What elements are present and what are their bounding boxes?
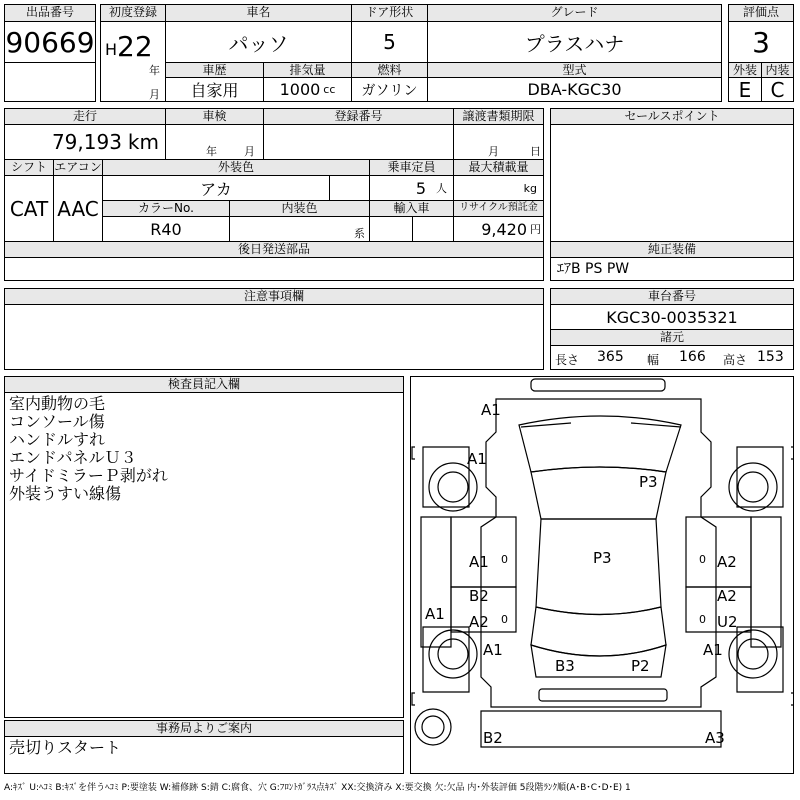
shift-header: シフト — [4, 159, 54, 176]
rear-bumper-outline — [539, 689, 667, 701]
mileage: 79,193 — [51, 130, 122, 154]
transfer-deadline-header: 譲渡書類期限 — [453, 108, 544, 125]
left-rear-wheel-outline — [429, 630, 477, 678]
door-type-header: ドア形状 — [351, 4, 428, 22]
mark-rear-bumper-right: A3 — [705, 729, 725, 747]
fuel: ガソリン — [351, 77, 428, 102]
inspection-cell — [165, 124, 264, 160]
displacement-unit: cc — [323, 83, 336, 96]
mark-left-rear-quarter: A1 — [483, 641, 503, 659]
displacement-cell — [263, 77, 352, 102]
width-label: 幅 — [647, 353, 660, 367]
recycle-fee: 9,420 — [481, 219, 527, 239]
transfer-deadline-cell — [453, 124, 544, 160]
mark-rear-right: P2 — [631, 657, 650, 675]
grade-header: グレード — [427, 4, 722, 22]
capacity-header: 乗車定員 — [369, 159, 454, 176]
month-unit: 月 — [149, 88, 160, 101]
mark-rear-left: B3 — [555, 657, 575, 675]
door-type: 5 — [351, 21, 428, 63]
caution-header: 注意事項欄 — [4, 288, 544, 305]
history-header: 車歴 — [165, 62, 264, 78]
color-number: R40 — [102, 216, 230, 242]
max-load-unit: kg — [523, 181, 537, 195]
exterior-grade-header: 外装 — [728, 62, 762, 78]
zero-mark-right-rear: 0 — [699, 613, 706, 626]
exterior-color: アカ — [102, 175, 330, 201]
front-bumper-outline — [531, 379, 665, 391]
damage-diagram — [410, 376, 794, 774]
sales-point-header: セールスポイント — [550, 108, 794, 125]
import-cell-a — [369, 216, 413, 242]
right-front-wheel-outline — [729, 463, 777, 511]
transfer-month-unit: 月 — [488, 145, 499, 158]
inspection-header: 車検 — [165, 108, 264, 125]
lot-number: 90669 — [4, 21, 96, 63]
legend: A:ｷｽﾞ U:ﾍｺﾐ B:ｷｽﾞを伴うﾍｺﾐ P:要塗装 W:補修跡 S:錆 C:腐食、穴 G:ﾌﾛﾝﾄｶﾞﾗｽ点ｷｽﾞ XX:交換済み X:要交換 欠:欠品 内･外装評価 5段階ﾗﾝｸ順(A･B･C･D･E) 1 — [4, 783, 631, 793]
mark-cabin: P3 — [593, 549, 612, 567]
mark-roof: P3 — [639, 473, 658, 491]
zero-mark-left-front: 0 — [501, 553, 508, 566]
mileage-unit: km — [127, 130, 159, 154]
registration-number-header: 登録番号 — [263, 108, 454, 125]
zero-mark-left-rear: 0 — [501, 613, 508, 626]
mark-right-front-door: A2 — [717, 553, 737, 571]
length-value: 365 — [597, 349, 624, 365]
left-front-fender-outline — [423, 447, 469, 507]
inspector-notes: 室内動物の毛 コンソール傷 ハンドルすれ エンドパネルＵ３ サイドミラーＰ剥がれ 外装うすい線傷 — [4, 392, 404, 718]
shift: CAT — [4, 175, 54, 242]
import-header: 輸入車 — [369, 200, 454, 217]
mark-front-bumper: A1 — [481, 401, 501, 419]
car-diagram-svg — [411, 377, 794, 774]
registration-number — [263, 124, 454, 160]
mark-right-rear-door-a: A2 — [717, 587, 737, 605]
capacity-cell — [369, 175, 454, 201]
interior-color-cell — [229, 216, 370, 242]
dimensions-header: 諸元 — [550, 329, 794, 346]
zero-mark-right-front: 0 — [699, 553, 706, 566]
mark-right-rear-quarter: A1 — [703, 641, 723, 659]
right-front-door-outline — [686, 517, 751, 587]
import-cell-b — [412, 216, 454, 242]
diagram-marks — [425, 401, 738, 747]
model-header: 型式 — [427, 62, 722, 78]
mark-left-rear-door-b: B2 — [469, 587, 489, 605]
mileage-cell — [4, 124, 166, 160]
grade: プラスハナ — [427, 21, 722, 63]
office-header: 事務局よりご案内 — [4, 720, 404, 737]
interior-grade: C — [761, 77, 794, 102]
chassis-number: KGC30-0035321 — [550, 304, 794, 330]
exterior-color-extra — [329, 175, 370, 201]
mark-left-rear-door-a: A2 — [469, 613, 489, 631]
windshield-outline — [519, 416, 681, 472]
first-registration-header: 初度登録 — [100, 4, 166, 22]
equipment-header: 純正装備 — [550, 241, 794, 258]
dimensions-row — [550, 345, 794, 370]
inspection-year-unit: 年 — [206, 145, 217, 158]
right-front-fender-outline — [737, 447, 783, 507]
width-value: 166 — [679, 349, 706, 365]
mark-right-rear-door-u: U2 — [717, 613, 738, 631]
length-label: 長さ — [555, 353, 580, 367]
model-code: DBA-KGC30 — [427, 77, 722, 102]
registration-year: 22 — [117, 30, 153, 63]
height-value: 153 — [757, 349, 784, 365]
max-load-header: 最大積載量 — [453, 159, 544, 176]
displacement-header: 排気量 — [263, 62, 352, 78]
lot-blank — [4, 62, 96, 102]
sales-point — [550, 124, 794, 242]
inspector-header: 検査員記入欄 — [4, 376, 404, 393]
rear-window-outline — [531, 607, 666, 656]
max-load-cell — [453, 175, 544, 201]
aircon-header: エアコン — [54, 160, 102, 174]
interior-color-header: 内装色 — [229, 200, 370, 217]
aircon: AAC — [53, 175, 103, 242]
car-name-header: 車名 — [165, 4, 352, 22]
later-parts-header: 後日発送部品 — [4, 241, 544, 258]
score-header: 評価点 — [728, 4, 794, 22]
score: 3 — [728, 21, 794, 63]
height-label: 高さ — [723, 353, 748, 367]
office-notes: 売切りスタート — [4, 736, 404, 774]
chassis-header: 車台番号 — [550, 288, 794, 305]
mileage-header: 走行 — [4, 108, 166, 125]
year-unit: 年 — [149, 64, 160, 77]
color-number-header: カラーNo. — [102, 200, 230, 217]
recycle-header: リサイクル預託金 — [453, 200, 544, 217]
car-name: パッソ — [165, 21, 352, 63]
inspection-month-unit: 月 — [244, 145, 255, 158]
left-front-door-outline — [451, 517, 516, 587]
fuel-header: 燃料 — [351, 62, 428, 78]
recycle-unit: 円 — [530, 223, 541, 236]
spare-tire-outline — [415, 709, 451, 745]
displacement: 1000 — [279, 80, 321, 99]
mark-rear-bumper-left: B2 — [483, 729, 503, 747]
interior-color-unit: 系 — [354, 227, 365, 240]
mark-left-fender: A1 — [425, 605, 445, 623]
right-rear-wheel-outline — [729, 630, 777, 678]
interior-grade-header: 内装 — [761, 62, 794, 78]
transfer-day-unit: 日 — [530, 145, 541, 158]
era: H — [105, 40, 118, 59]
capacity: 5 — [415, 178, 426, 198]
history: 自家用 — [165, 77, 264, 102]
exterior-grade: E — [728, 77, 762, 102]
mark-hood-left: A1 — [467, 450, 487, 468]
first-registration-cell — [100, 21, 166, 102]
caution-notes — [4, 304, 544, 370]
recycle-cell — [453, 216, 544, 242]
left-front-wheel-outline — [429, 463, 477, 511]
rear-panel-outline — [481, 711, 721, 747]
equipment: ｴｱB PS PW — [550, 257, 794, 281]
lot-number-header: 出品番号 — [4, 4, 96, 22]
mark-left-front-door: A1 — [469, 553, 489, 571]
capacity-unit: 人 — [436, 182, 447, 195]
exterior-color-header: 外装色 — [102, 159, 370, 176]
later-parts — [4, 257, 544, 281]
